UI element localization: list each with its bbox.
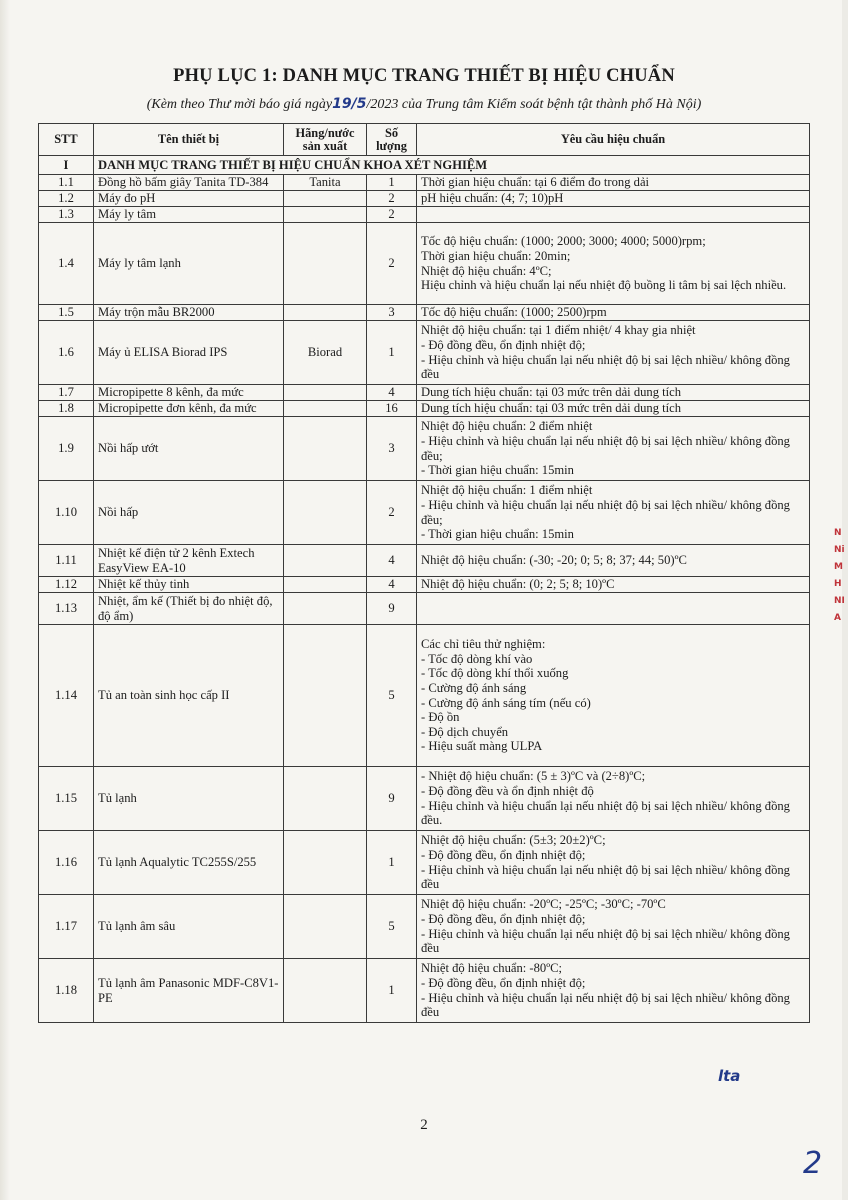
row-requirement <box>417 767 810 831</box>
row-stt: 1.4 <box>39 223 94 305</box>
header-requirement: Yêu cầu hiệu chuẩn <box>417 124 810 156</box>
table-row <box>39 593 810 625</box>
row-requirement <box>417 191 810 207</box>
row-quantity: 16 <box>367 401 417 417</box>
row-quantity: 2 <box>367 207 417 223</box>
row-brand <box>284 385 367 401</box>
section-stt: I <box>39 156 94 175</box>
row-stt: 1.11 <box>39 545 94 577</box>
requirement-line: Các chỉ tiêu thử nghiệm: <box>421 637 546 652</box>
row-stt: 1.15 <box>39 767 94 831</box>
table-row <box>39 191 810 207</box>
row-stt: 1.2 <box>39 191 94 207</box>
row-brand: Biorad <box>284 321 367 385</box>
requirement-line: - Độ đồng đều, ổn định nhiệt độ; <box>421 911 586 926</box>
requirement-line: pH hiệu chuẩn: (4; 7; 10)pH <box>421 191 564 206</box>
requirement-line: - Hiệu chỉnh và hiệu chuẩn lại nếu nhiệt độ bị sai lệch nhiều/ không đồng đều; <box>421 433 790 463</box>
row-equipment-name: Tủ lạnh Aqualytic TC255S/255 <box>94 831 284 895</box>
row-stt: 1.17 <box>39 895 94 959</box>
row-brand <box>284 895 367 959</box>
row-requirement <box>417 207 810 223</box>
row-stt: 1.5 <box>39 305 94 321</box>
row-brand <box>284 207 367 223</box>
row-stt: 1.12 <box>39 577 94 593</box>
row-equipment-name: Tủ lạnh âm sâu <box>94 895 284 959</box>
row-brand <box>284 191 367 207</box>
row-requirement <box>417 223 810 305</box>
row-stt: 1.3 <box>39 207 94 223</box>
row-equipment-name: Máy trộn mẫu BR2000 <box>94 305 284 321</box>
table-row <box>39 767 810 831</box>
row-quantity: 9 <box>367 767 417 831</box>
row-equipment-name: Micropipette 8 kênh, đa mức <box>94 385 284 401</box>
row-brand <box>284 223 367 305</box>
section-row <box>39 156 810 175</box>
row-quantity: 1 <box>367 831 417 895</box>
requirement-line: - Cường độ ánh sáng <box>421 680 527 695</box>
row-equipment-name: Tủ an toàn sinh học cấp II <box>94 625 284 767</box>
scan-left-edge <box>0 0 10 1200</box>
row-equipment-name: Đồng hồ bấm giây Tanita TD-384 <box>94 175 284 191</box>
row-brand <box>284 831 367 895</box>
requirement-line: Thời gian hiệu chuẩn: 20min; <box>421 248 571 263</box>
row-stt: 1.8 <box>39 401 94 417</box>
requirement-line: Nhiệt độ hiệu chuẩn: (0; 2; 5; 8; 10)ºC <box>421 577 615 592</box>
row-equipment-name: Nồi hấp ướt <box>94 417 284 481</box>
row-equipment-name: Máy đo pH <box>94 191 284 207</box>
row-stt: 1.14 <box>39 625 94 767</box>
row-quantity: 2 <box>367 223 417 305</box>
requirement-line: Hiệu chỉnh và hiệu chuẩn lại nếu nhiệt độ buồng li tâm bị sai lệch nhiều. <box>421 278 787 293</box>
row-equipment-name: Nhiệt kế thủy tinh <box>94 577 284 593</box>
requirement-line: - Độ dịch chuyển <box>421 724 509 739</box>
row-requirement <box>417 895 810 959</box>
row-brand <box>284 401 367 417</box>
table-row <box>39 417 810 481</box>
equipment-table <box>38 123 810 1023</box>
requirement-line: Tốc độ hiệu chuẩn: (1000; 2000; 3000; 4000; 5000)rpm; <box>421 234 706 249</box>
requirement-line: - Hiệu chỉnh và hiệu chuẩn lại nếu nhiệt độ bị sai lệch nhiều/ không đồng đều <box>421 926 790 956</box>
requirement-line: - Hiệu chỉnh và hiệu chuẩn lại nếu nhiệt độ bị sai lệch nhiều/ không đồng đều; <box>421 497 790 527</box>
requirement-line: - Thời gian hiệu chuẩn: 15min <box>421 527 574 542</box>
row-requirement <box>417 175 810 191</box>
row-stt: 1.6 <box>39 321 94 385</box>
row-stt: 1.10 <box>39 481 94 545</box>
row-equipment-name: Tủ lạnh âm Panasonic MDF-C8V1-PE <box>94 959 284 1023</box>
row-quantity: 4 <box>367 545 417 577</box>
table-row <box>39 625 810 767</box>
requirement-line: Nhiệt độ hiệu chuẩn: tại 1 điểm nhiệt/ 4 khay gia nhiệt <box>421 323 696 338</box>
row-quantity: 4 <box>367 385 417 401</box>
row-requirement <box>417 593 810 625</box>
table-row <box>39 401 810 417</box>
section-title: DANH MỤC TRANG THIẾT BỊ HIỆU CHUẨN KHOA XÉT NGHIỆM <box>94 156 810 175</box>
row-equipment-name: Micropipette đơn kênh, đa mức <box>94 401 284 417</box>
subtitle-prefix: (Kèm theo Thư mời báo giá ngày <box>146 97 333 112</box>
row-quantity: 2 <box>367 481 417 545</box>
handwritten-date: 19/5 <box>332 96 367 112</box>
row-quantity: 5 <box>367 625 417 767</box>
table-row <box>39 481 810 545</box>
row-requirement <box>417 481 810 545</box>
row-stt: 1.7 <box>39 385 94 401</box>
page-subtitle <box>0 96 848 113</box>
table-header-row <box>39 124 810 156</box>
row-quantity: 1 <box>367 175 417 191</box>
requirement-line: - Độ đồng đều, ổn định nhiệt độ; <box>421 337 586 352</box>
requirement-line: - Tốc độ dòng khí thổi xuống <box>421 666 569 681</box>
row-stt: 1.18 <box>39 959 94 1023</box>
requirement-line: Nhiệt độ hiệu chuẩn: -80ºC; <box>421 961 563 976</box>
row-equipment-name: Nhiệt, ẩm kế (Thiết bị đo nhiệt độ, độ ẩm) <box>94 593 284 625</box>
row-brand: Tanita <box>284 175 367 191</box>
requirement-line: Dung tích hiệu chuẩn: tại 03 mức trên dải dung tích <box>421 385 682 400</box>
row-quantity: 9 <box>367 593 417 625</box>
row-stt: 1.9 <box>39 417 94 481</box>
requirement-line: Nhiệt độ hiệu chuẩn: (-30; -20; 0; 5; 8; 37; 44; 50)ºC <box>421 553 687 568</box>
row-brand <box>284 417 367 481</box>
requirement-line: - Độ đồng đều, ổn định nhiệt độ; <box>421 847 586 862</box>
requirement-line: - Độ đồng đều và ổn định nhiệt độ <box>421 783 594 798</box>
row-brand <box>284 577 367 593</box>
requirement-line: - Hiệu chỉnh và hiệu chuẩn lại nếu nhiệt độ bị sai lệch nhiều/ không đồng đều <box>421 862 790 892</box>
table-row <box>39 831 810 895</box>
row-brand <box>284 545 367 577</box>
requirement-line: Dung tích hiệu chuẩn: tại 03 mức trên dải dung tích <box>421 401 682 416</box>
requirement-line: - Thời gian hiệu chuẩn: 15min <box>421 463 574 478</box>
page-number: 2 <box>420 1117 428 1133</box>
row-equipment-name: Nồi hấp <box>94 481 284 545</box>
corner-handwritten-mark: 2 <box>803 1146 823 1181</box>
row-brand <box>284 767 367 831</box>
row-requirement <box>417 321 810 385</box>
row-brand <box>284 305 367 321</box>
table-row <box>39 207 810 223</box>
requirement-line: - Nhiệt độ hiệu chuẩn: (5 ± 3)ºC và (2÷8)ºC; <box>421 769 646 784</box>
requirement-line: Nhiệt độ hiệu chuẩn: 2 điểm nhiệt <box>421 419 593 434</box>
row-brand <box>284 593 367 625</box>
row-requirement <box>417 625 810 767</box>
requirement-line: Tốc độ hiệu chuẩn: (1000; 2500)rpm <box>421 305 607 320</box>
header-qty: Số lượng <box>367 124 417 156</box>
row-requirement <box>417 305 810 321</box>
row-requirement <box>417 545 810 577</box>
row-stt: 1.16 <box>39 831 94 895</box>
requirement-line: Nhiệt độ hiệu chuẩn: 4ºC; <box>421 263 552 278</box>
header-stt: STT <box>39 124 94 156</box>
subtitle-suffix: /2023 của Trung tâm Kiểm soát bệnh tật thành phố Hà Nội) <box>366 97 702 112</box>
table-row <box>39 223 810 305</box>
row-stt: 1.13 <box>39 593 94 625</box>
row-brand <box>284 481 367 545</box>
table-row <box>39 895 810 959</box>
row-stt: 1.1 <box>39 175 94 191</box>
row-quantity: 5 <box>367 895 417 959</box>
row-requirement <box>417 831 810 895</box>
row-requirement <box>417 959 810 1023</box>
header-name: Tên thiết bị <box>94 124 284 156</box>
requirement-line: Thời gian hiệu chuẩn: tại 6 điểm đo trong dải <box>421 175 650 190</box>
row-requirement <box>417 577 810 593</box>
table-row <box>39 321 810 385</box>
table-row <box>39 305 810 321</box>
requirement-line: - Độ ồn <box>421 710 460 725</box>
table-row <box>39 175 810 191</box>
table-row <box>39 959 810 1023</box>
requirement-line: - Độ đồng đều, ổn định nhiệt độ; <box>421 975 586 990</box>
table-row <box>39 577 810 593</box>
requirement-line: Nhiệt độ hiệu chuẩn: (5±3; 20±2)ºC; <box>421 833 606 848</box>
requirement-line: - Hiệu suất màng ULPA <box>421 739 543 754</box>
stamp-edge: N Ni M H NI A <box>834 528 845 623</box>
row-brand <box>284 625 367 767</box>
row-equipment-name: Máy ủ ELISA Biorad IPS <box>94 321 284 385</box>
row-quantity: 3 <box>367 305 417 321</box>
requirement-line: Nhiệt độ hiệu chuẩn: -20ºC; -25ºC; -30ºC; -70ºC <box>421 897 666 912</box>
requirement-line: - Hiệu chỉnh và hiệu chuẩn lại nếu nhiệt độ bị sai lệch nhiều/ không đồng đều. <box>421 798 790 828</box>
table-row <box>39 385 810 401</box>
requirement-line: - Hiệu chỉnh và hiệu chuẩn lại nếu nhiệt độ bị sai lệch nhiều/ không đồng đều <box>421 990 790 1020</box>
row-quantity: 1 <box>367 321 417 385</box>
row-equipment-name: Nhiệt kế điện tử 2 kênh Extech EasyView EA-10 <box>94 545 284 577</box>
row-equipment-name: Máy ly tâm lạnh <box>94 223 284 305</box>
row-requirement <box>417 385 810 401</box>
table-row <box>39 545 810 577</box>
row-quantity: 2 <box>367 191 417 207</box>
header-brand: Hãng/nước sản xuất <box>284 124 367 156</box>
row-equipment-name: Tủ lạnh <box>94 767 284 831</box>
row-quantity: 1 <box>367 959 417 1023</box>
page-title: PHỤ LỤC 1: DANH MỤC TRANG THIẾT BỊ HIỆU CHUẨN <box>173 66 675 86</box>
signature-mark: lta <box>718 1067 741 1085</box>
row-equipment-name: Máy ly tâm <box>94 207 284 223</box>
requirement-line: Nhiệt độ hiệu chuẩn: 1 điểm nhiệt <box>421 483 593 498</box>
requirement-line: - Cường độ ánh sáng tím (nếu có) <box>421 695 591 710</box>
row-quantity: 4 <box>367 577 417 593</box>
row-quantity: 3 <box>367 417 417 481</box>
row-requirement <box>417 417 810 481</box>
row-requirement <box>417 401 810 417</box>
requirement-line: - Tốc độ dòng khí vào <box>421 651 533 666</box>
requirement-line: - Hiệu chỉnh và hiệu chuẩn lại nếu nhiệt độ bị sai lệch nhiều/ không đồng đều <box>421 352 790 382</box>
row-brand <box>284 959 367 1023</box>
